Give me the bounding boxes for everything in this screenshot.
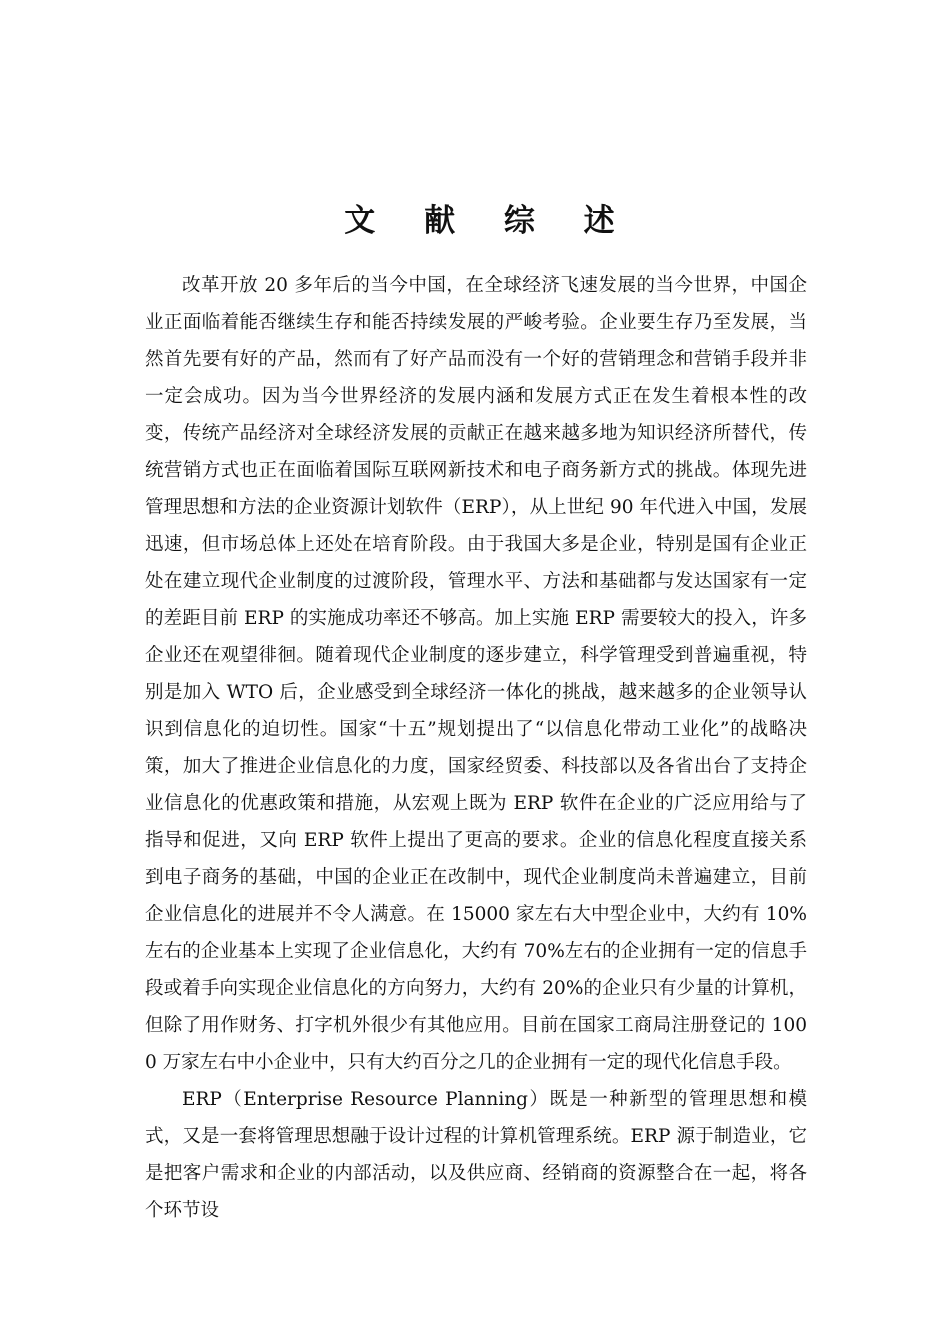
document-title: 文 献 综 述 [344,202,634,239]
paragraph-1: 改革开放 20 多年后的当今中国，在全球经济飞速发展的当今世界，中国企业正面临着能否继续生存和能否持续发展的严峻考验。企业要生存乃至发展，当然首先要有好的产品，然而有了好产品而没有一个好的营销理念和营销手段并非一定会成功。因为当今世界经济的发展内涵和发展方式正在发生着根本性的改变，传统产品经济对全球经济发展的贡献正在越来越多地为知识经济所替代，传统营销方式也正在面临着国际互联网新技术和电子商务新方式的挑战。体现先进管理思想和方法的企业资源计划软件（ERP），从上世纪 90 年代进入中国，发展迅速，但市场总体上还处在培育阶段。由于我国大多是企业，特别是国有企业正处在建立现代企业制度的过渡阶段，管理水平、方法和基础都与发达国家有一定的差距目前 ERP 的实施成功率还不够高。加上实施 ERP 需要较大的投入，许多企业还在观望徘徊。随着现代企业制度的逐步建立，科学管理受到普遍重视，特别是加入 WTO 后，企业感受到全球经济一体化的挑战，越来越多的企业领导认识到信息化的迫切性。国家“十五”规划提出了“以信息化带动工业化”的战略决策，加大了推进企业信息化的力度，国家经贸委、科技部以及各省出台了支持企业信息化的优惠政策和措施，从宏观上既为 ERP 软件在企业的广泛应用给与了指导和促进，又向 ERP 软件上提出了更高的要求。企业的信息化程度直接关系到电子商务的基础，中国的企业正在改制中，现代企业制度尚未普遍建立，目前企业信息化的进展并不令人满意。在 15000 家左右大中型企业中，大约有 10%左右的企业基本上实现了企业信息化，大约有 70%左右的企业拥有一定的信息手段或着手向实现企业信息化的方向努力，大约有 20%的企业只有少量的计算机，但除了用作财务、打字机外很少有其他应用。目前在国家工商局注册登记的 1000 万家左右中小企业中，只有大约百分之几的企业拥有一定的现代化信息手段。 [145,275,807,1073]
document-body [145,267,807,1229]
paragraph-2: ERP（Enterprise Resource Planning）既是一种新型的管理思想和模式，又是一套将管理思想融于设计过程的计算机管理系统。ERP 源于制造业，它是把客户需求和企业的内部活动，以及供应商、经销商的资源整合在一起，将各个环节设 [145,1089,807,1221]
